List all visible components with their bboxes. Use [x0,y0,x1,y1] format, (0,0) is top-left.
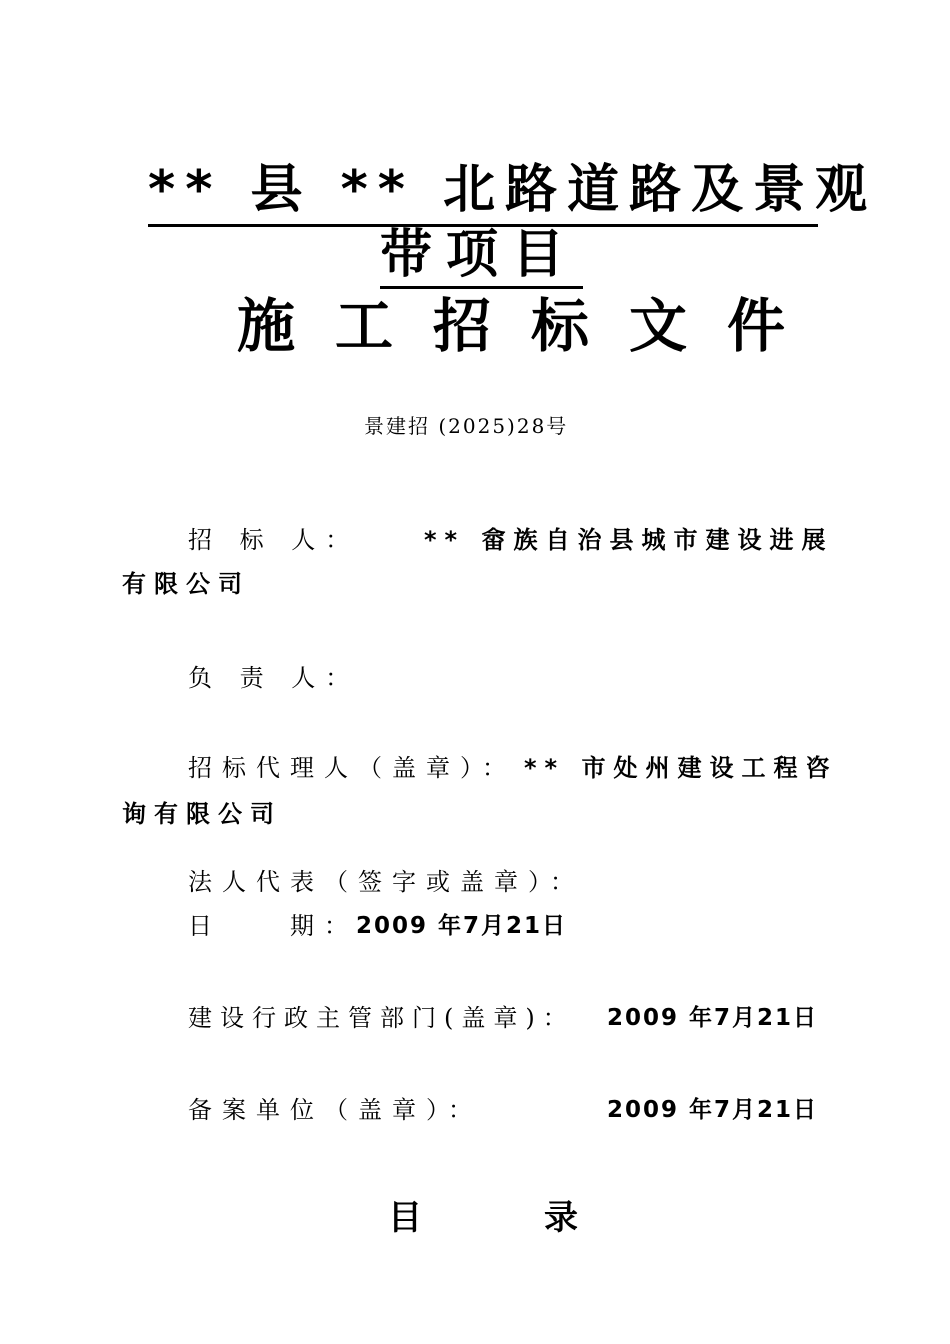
agent-value: ** 市处州建设工程咨 [524,754,838,782]
legal-rep-label: 法人代表（签字或盖章）： [188,868,584,896]
tenderer-label: 招 标 人： [188,526,360,554]
authority-label: 建设行政主管部门(盖章)： [188,1004,575,1032]
agent-value-continued: 询有限公司 [122,800,282,828]
filing-label: 备案单位（盖章）： [188,1096,482,1124]
document-title-line-2: 带项目 [380,226,583,289]
toc-heading-char-1: 目 [388,1198,422,1238]
document-number: 景建招 (2025)28号 [364,414,569,438]
date-label: 日 期： [188,912,358,940]
document-title-line-3: 施工招标文件 [237,292,826,360]
tenderer-value: ** 畲族自治县城市建设进展 [424,526,834,554]
agent-label: 招标代理人（盖章）： [188,754,516,782]
authority-date: 2009 年7月21日 [607,1005,819,1031]
tenderer-value-continued: 有限公司 [122,570,250,598]
date-value: 2009 年7月21日 [356,913,568,939]
toc-heading-char-2: 录 [544,1198,578,1238]
principal-label: 负 责 人： [188,664,360,692]
filing-date: 2009 年7月21日 [607,1097,819,1123]
document-title-line-1: ** 县 ** 北路道路及景观 [148,158,818,227]
